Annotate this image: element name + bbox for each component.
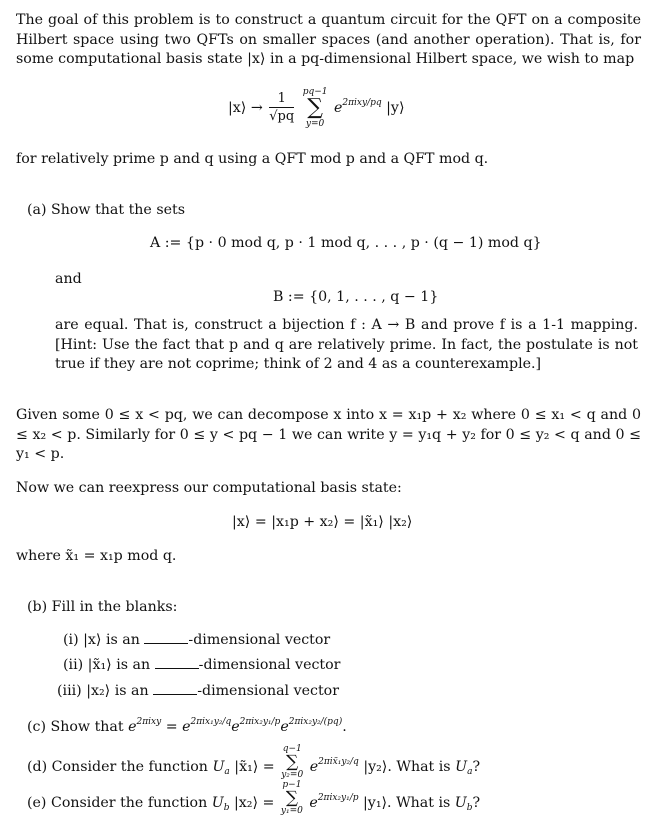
item-suffix: -dimensional vector [198,657,341,673]
operator-sub: b [223,803,230,813]
rhs-exponent-1: 2πix₁y₂/q [190,717,232,727]
item-suffix: -dimensional vector [197,683,339,699]
item-number: (ii) [63,657,84,673]
frac-numerator: 1 [269,91,294,108]
question-mark: ? [472,759,481,775]
ket-output: |y₂⟩. What is [363,759,451,775]
state-equation: |x⟩ = |x₁p + x₂⟩ = |x̃₁⟩ |x₂⟩ [232,514,413,530]
blank-item-iii [57,682,661,702]
part-d-lead: (d) Consider the function [27,759,208,775]
exp-base: e [334,100,343,116]
part-c-line [27,713,652,738]
where-definition: where x̃₁ = x₁p mod q. [16,548,177,564]
exp-power: 2πixy/pq [342,98,382,108]
decompose-paragraph: Given some 0 ≤ x < pq, we can decompose x into x = x₁p + x₂ where 0 ≤ x₁ < q and 0 ≤ x₂ < p. Similarly for 0 ≤ y < pq − 1 we can write y = y₁q + y₂ for 0 ≤ y₂ < q and 0 ≤ y₁ < p. [16,407,641,462]
question-operator-sub: b [466,803,473,813]
part-c-lead: (c) Show that [27,719,124,735]
item-number: (i) [63,632,79,648]
item-number: (iii) [57,683,82,699]
exponent: 2πix̃₁y₂/q [318,757,359,767]
question-operator: U [455,759,468,775]
qft-map-equation [228,86,405,130]
exponent: 2πix₂y₁/p [317,793,359,803]
frac-denominator: √pq [269,108,295,124]
ket-input: |x₂⟩ = [234,795,275,811]
item-text: is an [116,657,151,673]
period: . [342,719,347,735]
rhs-exponent-3: 2πix₂y₂/(pq) [288,717,343,727]
sum-lower-limit: y=0 [305,119,325,129]
map-lhs: |x⟩ → [228,100,263,116]
sum-symbol: pq−1 ∑ y=0 [302,87,328,129]
fill-blank[interactable] [153,682,197,695]
item-ket: |x̃₁⟩ [87,657,112,673]
part-e-lead: (e) Consider the function [27,795,208,811]
item-ket: |x⟩ [83,632,102,648]
question-mark: ? [472,795,481,811]
part-a-and: and [55,271,82,287]
reexpress-text: Now we can reexpress our computational basis state: [16,480,402,496]
question-operator-sub: a [467,767,473,777]
lhs-base: e [128,719,137,735]
rhs-exponent-2: 2πix₂y₁/p [239,717,281,727]
ket-input: |x̃₁⟩ = [234,759,275,775]
fill-blank[interactable] [144,631,188,644]
rhs-base: e [231,719,240,735]
equals-sign: = [165,719,178,735]
item-text: is an [114,683,149,699]
set-a-definition: A := {p · 0 mod q, p · 1 mod q, . . . , p · (q − 1) mod q} [150,235,542,251]
sum-lower-limit: y₂=0 [281,770,304,780]
question-operator: U [454,795,467,811]
part-d-line: (d) Consider the function $U_a$ |x̃₁⟩ = q−1 ∑ y₂=0 $e^{2\pi ix̃_1y_2/q}$ |y₂⟩. What is $U_a$? [27,744,481,780]
part-b-lead: (b) Fill in the blanks: [27,599,178,615]
intro-after: for relatively prime p and q using a QFT mod p and a QFT mod q. [16,151,489,167]
part-e-line: (e) Consider the function $U_b$ |x₂⟩ = p−1 ∑ y₁=0 $e^{2\pi ix_2y_1/p}$ |y₁⟩. What is $U_b$? [27,780,481,816]
rhs-base: e [280,719,289,735]
item-ket: |x₂⟩ [86,683,111,699]
blank-item-i [63,631,661,651]
sum-symbol: q−1 ∑ y₂=0 [281,744,304,780]
operator-sub: a [224,767,230,777]
intro-paragraph: The goal of this problem is to construct a quantum circuit for the QFT on a composite Hilbert space using two QFTs on smaller spaces (and another operation). That is, for some computational basis state |x⟩ in a pq-dimensional Hilbert space, we wish to map [16,12,641,67]
map-ket: |y⟩ [386,100,405,116]
fill-blank[interactable] [155,656,199,669]
item-text: is an [105,632,140,648]
sum-upper-limit: q−1 [282,744,302,754]
lhs-exponent: 2πixy [136,717,162,727]
set-b-definition: B := {0, 1, . . . , q − 1} [273,289,439,305]
blank-item-ii [63,656,661,676]
sum-upper-limit: p−1 [282,780,302,790]
sum-lower-limit: y₁=0 [280,806,303,816]
rhs-base: e [182,719,191,735]
normalization-fraction [269,91,294,126]
ket-output: |y₁⟩. What is [363,795,451,811]
sum-upper-limit: pq−1 [302,87,328,97]
part-a-body: are equal. That is, construct a bijection f : A → B and prove f is a 1-1 mapping. [Hint: Use the fact that p and q are relatively prime. In fact, the postulate is not true if they are not coprime; think of 2 and 4 as a counterexample.] [55,317,638,372]
part-a-lead: (a) Show that the sets [27,202,186,218]
item-suffix: -dimensional vector [188,632,331,648]
operator: U [212,759,225,775]
sum-symbol: p−1 ∑ y₁=0 [280,780,303,816]
operator: U [211,795,224,811]
